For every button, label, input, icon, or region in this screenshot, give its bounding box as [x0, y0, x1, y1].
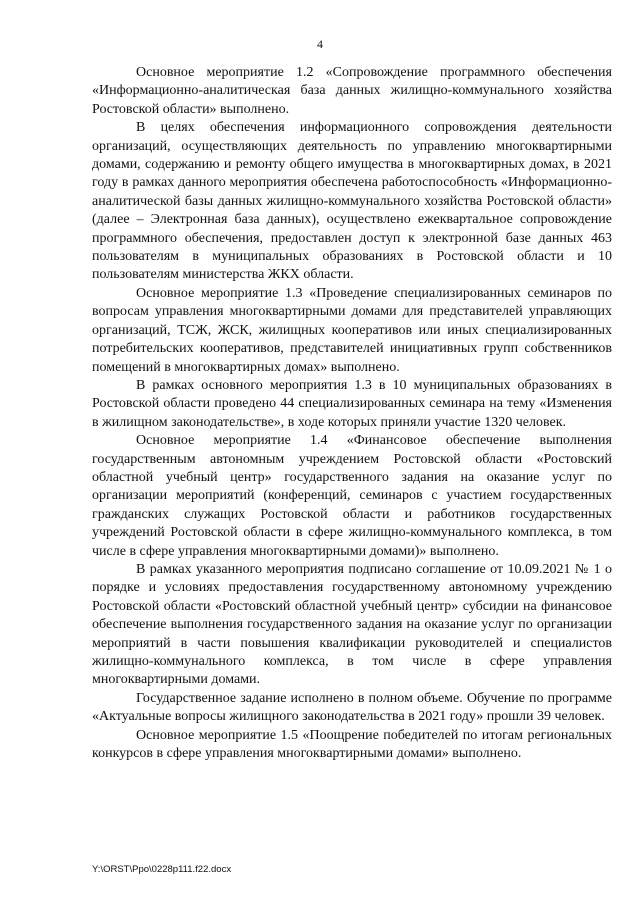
- file-path-footer: Y:\ORST\Ppo\0228p111.f22.docx: [92, 864, 232, 875]
- page-number: 4: [317, 37, 323, 51]
- paragraph-seminars: В рамках основного мероприятия 1.3 в 10 муниципальных образованиях в Ростовской области проведено 44 специализированных семинара на тему «Изменения в жилищном законодательстве», в ходе которых приняли участие 1320 человек.: [92, 377, 612, 430]
- paragraph-state-task: Государственное задание исполнено в полном объеме. Обучение по программе «Актуальные вопросы жилищного законодательства в 2021 году» прошли 39 человек.: [92, 690, 612, 725]
- paragraph-measure-1-4: Основное мероприятие 1.4 «Финансовое обеспечение выполнения государственным автономным учреждением Ростовской области «Ростовский областной учебный центр» государственного задания на оказание услуг по организации мероприятий (конференций, семинаров с участием государственных гражданских служащих Ростовской области и работников государственных учреждений Ростовской области в сфере жилищно-коммунального комплекса, в том числе в сфере управления многоквартирными домами)» выполнено.: [92, 433, 612, 559]
- paragraph-database-support: В целях обеспечения информационного сопровождения деятельности организаций, осуществляющих деятельность по управлению многоквартирными домами, содержанию и ремонту общего имущества в многоквартирных домах, в 2021 году в рамках данного мероприятия обеспечена работоспособность «Информационно-аналитической базы данных жилищно-коммунального хозяйства Ростовской области» (далее – Электронная база данных), осуществлено ежеквартальное сопровождение программного обеспечения, предоставлен доступ к электронной базе данных 463 пользователям в муниципальных образованиях в Ростовской области и 10 пользователям министерства ЖКХ области.: [92, 120, 612, 283]
- paragraph-measure-1-3: Основное мероприятие 1.3 «Проведение специализированных семинаров по вопросам управления многоквартирными домами для представителей управляющих организаций, ТСЖ, ЖСК, жилищных кооперативов или иных специализированных потребительских кооперативов, представителей инициативных групп собственников помещений в многоквартирных домах» выполнено.: [92, 285, 612, 375]
- paragraph-measure-1-2: Основное мероприятие 1.2 «Сопровождение программного обеспечения «Информационно-аналитическая база данных жилищно-коммунального хозяйства Ростовской области» выполнено.: [92, 65, 612, 117]
- paragraph-measure-1-5: Основное мероприятие 1.5 «Поощрение победителей по итогам региональных конкурсов в сфере управления многоквартирными домами» выполнено.: [92, 727, 612, 762]
- document-body: [92, 64, 612, 763]
- paragraph-agreement: В рамках указанного мероприятия подписано соглашение от 10.09.2021 № 1 о порядке и условиях предоставления государственному автономному учреждению Ростовской области «Ростовский областной учебный центр» субсидии на финансовое обеспечение выполнения государственного задания на оказание услуг по организации мероприятий в части повышения квалификации руководителей и специалистов жилищно-коммунального комплекса, в том числе в сфере управления многоквартирными домами.: [92, 561, 612, 688]
